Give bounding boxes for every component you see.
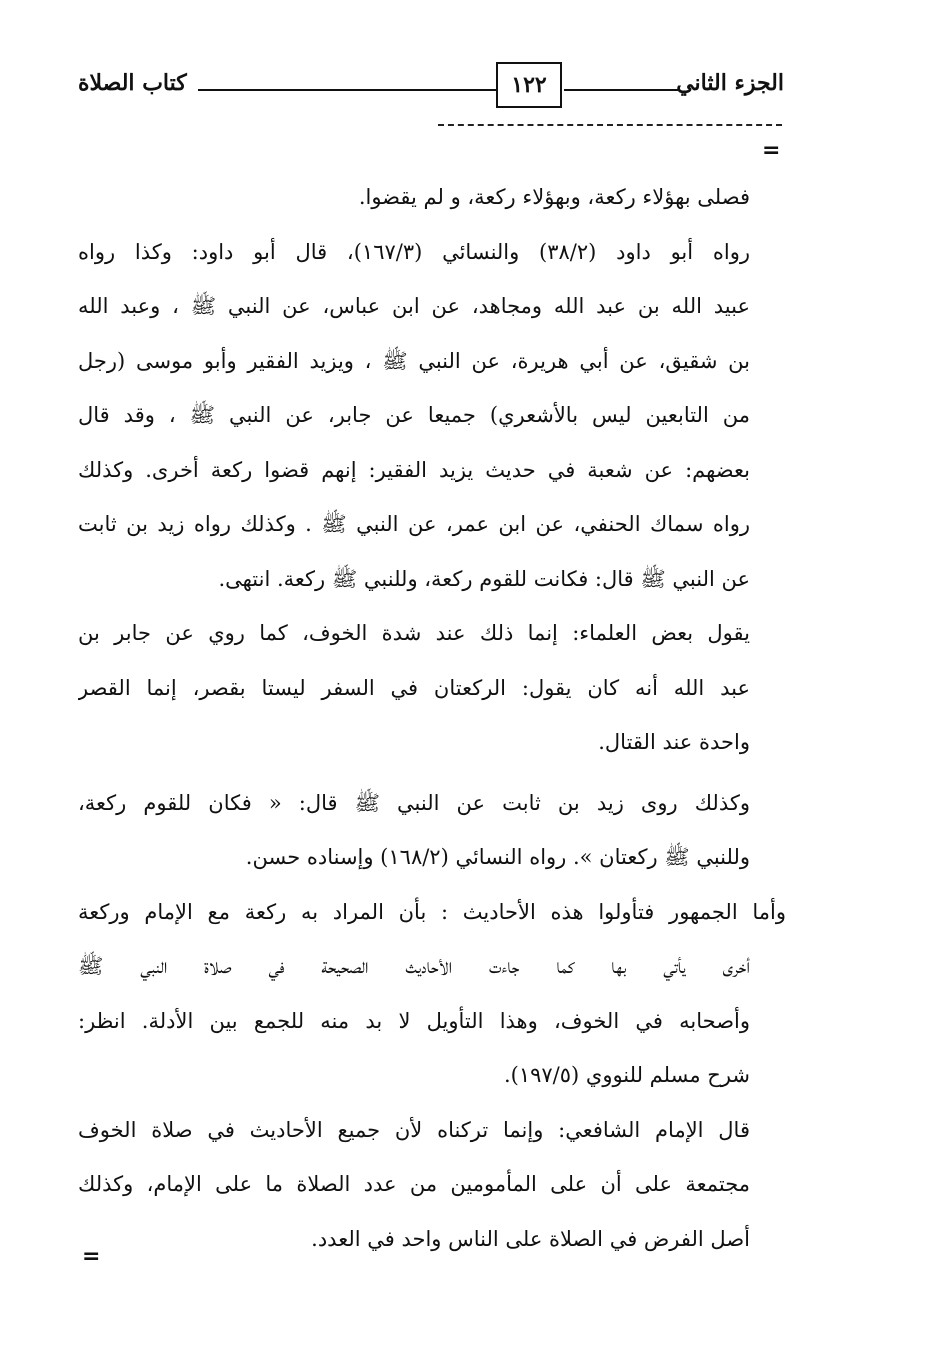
text-line: بعضهم: عن شعبة في حديث يزيد الفقير: إنهم قضوا ركعة أخرى. وكذلك (78, 457, 750, 482)
text-line: رواه أبو داود (٣٨/٢) والنسائي (١٦٧/٣)، قال أبو داود: وكذا رواه (78, 239, 750, 264)
text-line: من التابعين ليس بالأشعري) جميعا عن جابر، عن النبي ﷺ ، وقد قال (78, 403, 750, 427)
text-line: مجتمعة على أن على المأمومين من عدد الصلاة ما على الإمام، وكذلك (78, 1172, 750, 1196)
footnote-separator (438, 124, 782, 126)
page-header (78, 62, 784, 112)
text-line: قال الإمام الشافعي: وإنما تركناه لأن جميع الأحاديث في صلاة الخوف (78, 1117, 750, 1142)
text-line: وأصحابه في الخوف، وهذا التأويل لا بد منه للجمع بين الأدلة. انظر: (78, 1008, 750, 1033)
text-line: عن النبي ﷺ قال: فكانت للقوم ركعة، وللنبي ﷺ ركعة. انتهى. (218, 566, 750, 591)
continuation-mark-bottom: = (82, 1244, 101, 1269)
text-line: أصل الفرض في الصلاة على الناس واحد في العدد. (311, 1226, 750, 1251)
header-rule-left (198, 89, 496, 91)
part-title: الجزء الثاني (676, 70, 784, 96)
text-line: فصلى بهؤلاء ركعة، وبهؤلاء ركعة، و لم يقضوا. (358, 185, 750, 209)
page-number: ١٢٢ (496, 62, 562, 108)
text-line: يقول بعض العلماء: إنما ذلك عند شدة الخوف، كما روي عن جابر بن (78, 621, 750, 645)
text-line: عبيد الله بن عبد الله ومجاهد، عن ابن عباس، عن النبي ﷺ ، وعبد الله (78, 294, 750, 318)
text-line: وكذلك روى زيد بن ثابت عن النبي ﷺ قال: « فكان للقوم ركعة، (78, 790, 750, 815)
text-line: وأما الجمهور فتأولوا هذه الأحاديث : بأن المراد به ركعة مع الإمام وركعة (78, 899, 786, 924)
text-line: بن شقيق، عن أبي هريرة، عن النبي ﷺ ، ويزيد الفقير وأبو موسى (رجل (78, 348, 750, 373)
book-title: كتاب الصلاة (78, 70, 187, 96)
text-line: أخرى يأتي بها كما جاءت الأحاديث الصحيحة في صلاة النبي ﷺ (78, 954, 750, 978)
text-line: عبد الله أنه كان يقول: الركعتان في السفر ليستا بقصر، إنما القصر (78, 675, 750, 700)
text-line: رواه سماك الحنفي، عن ابن عمر، عن النبي ﷺ . وكذلك رواه زيد بن ثابت (78, 512, 750, 536)
text-line: واحدة عند القتال. (598, 730, 750, 754)
header-rule-right (564, 89, 679, 91)
continuation-mark-top: = (762, 138, 781, 163)
text-line: وللنبي ﷺ ركعتان ». رواه النسائي (١٦٨/٢) وإسناده حسن. (245, 845, 750, 869)
footnote-body (78, 170, 786, 1269)
text-line: شرح مسلم للنووي (١٩٧/٥). (503, 1063, 750, 1087)
